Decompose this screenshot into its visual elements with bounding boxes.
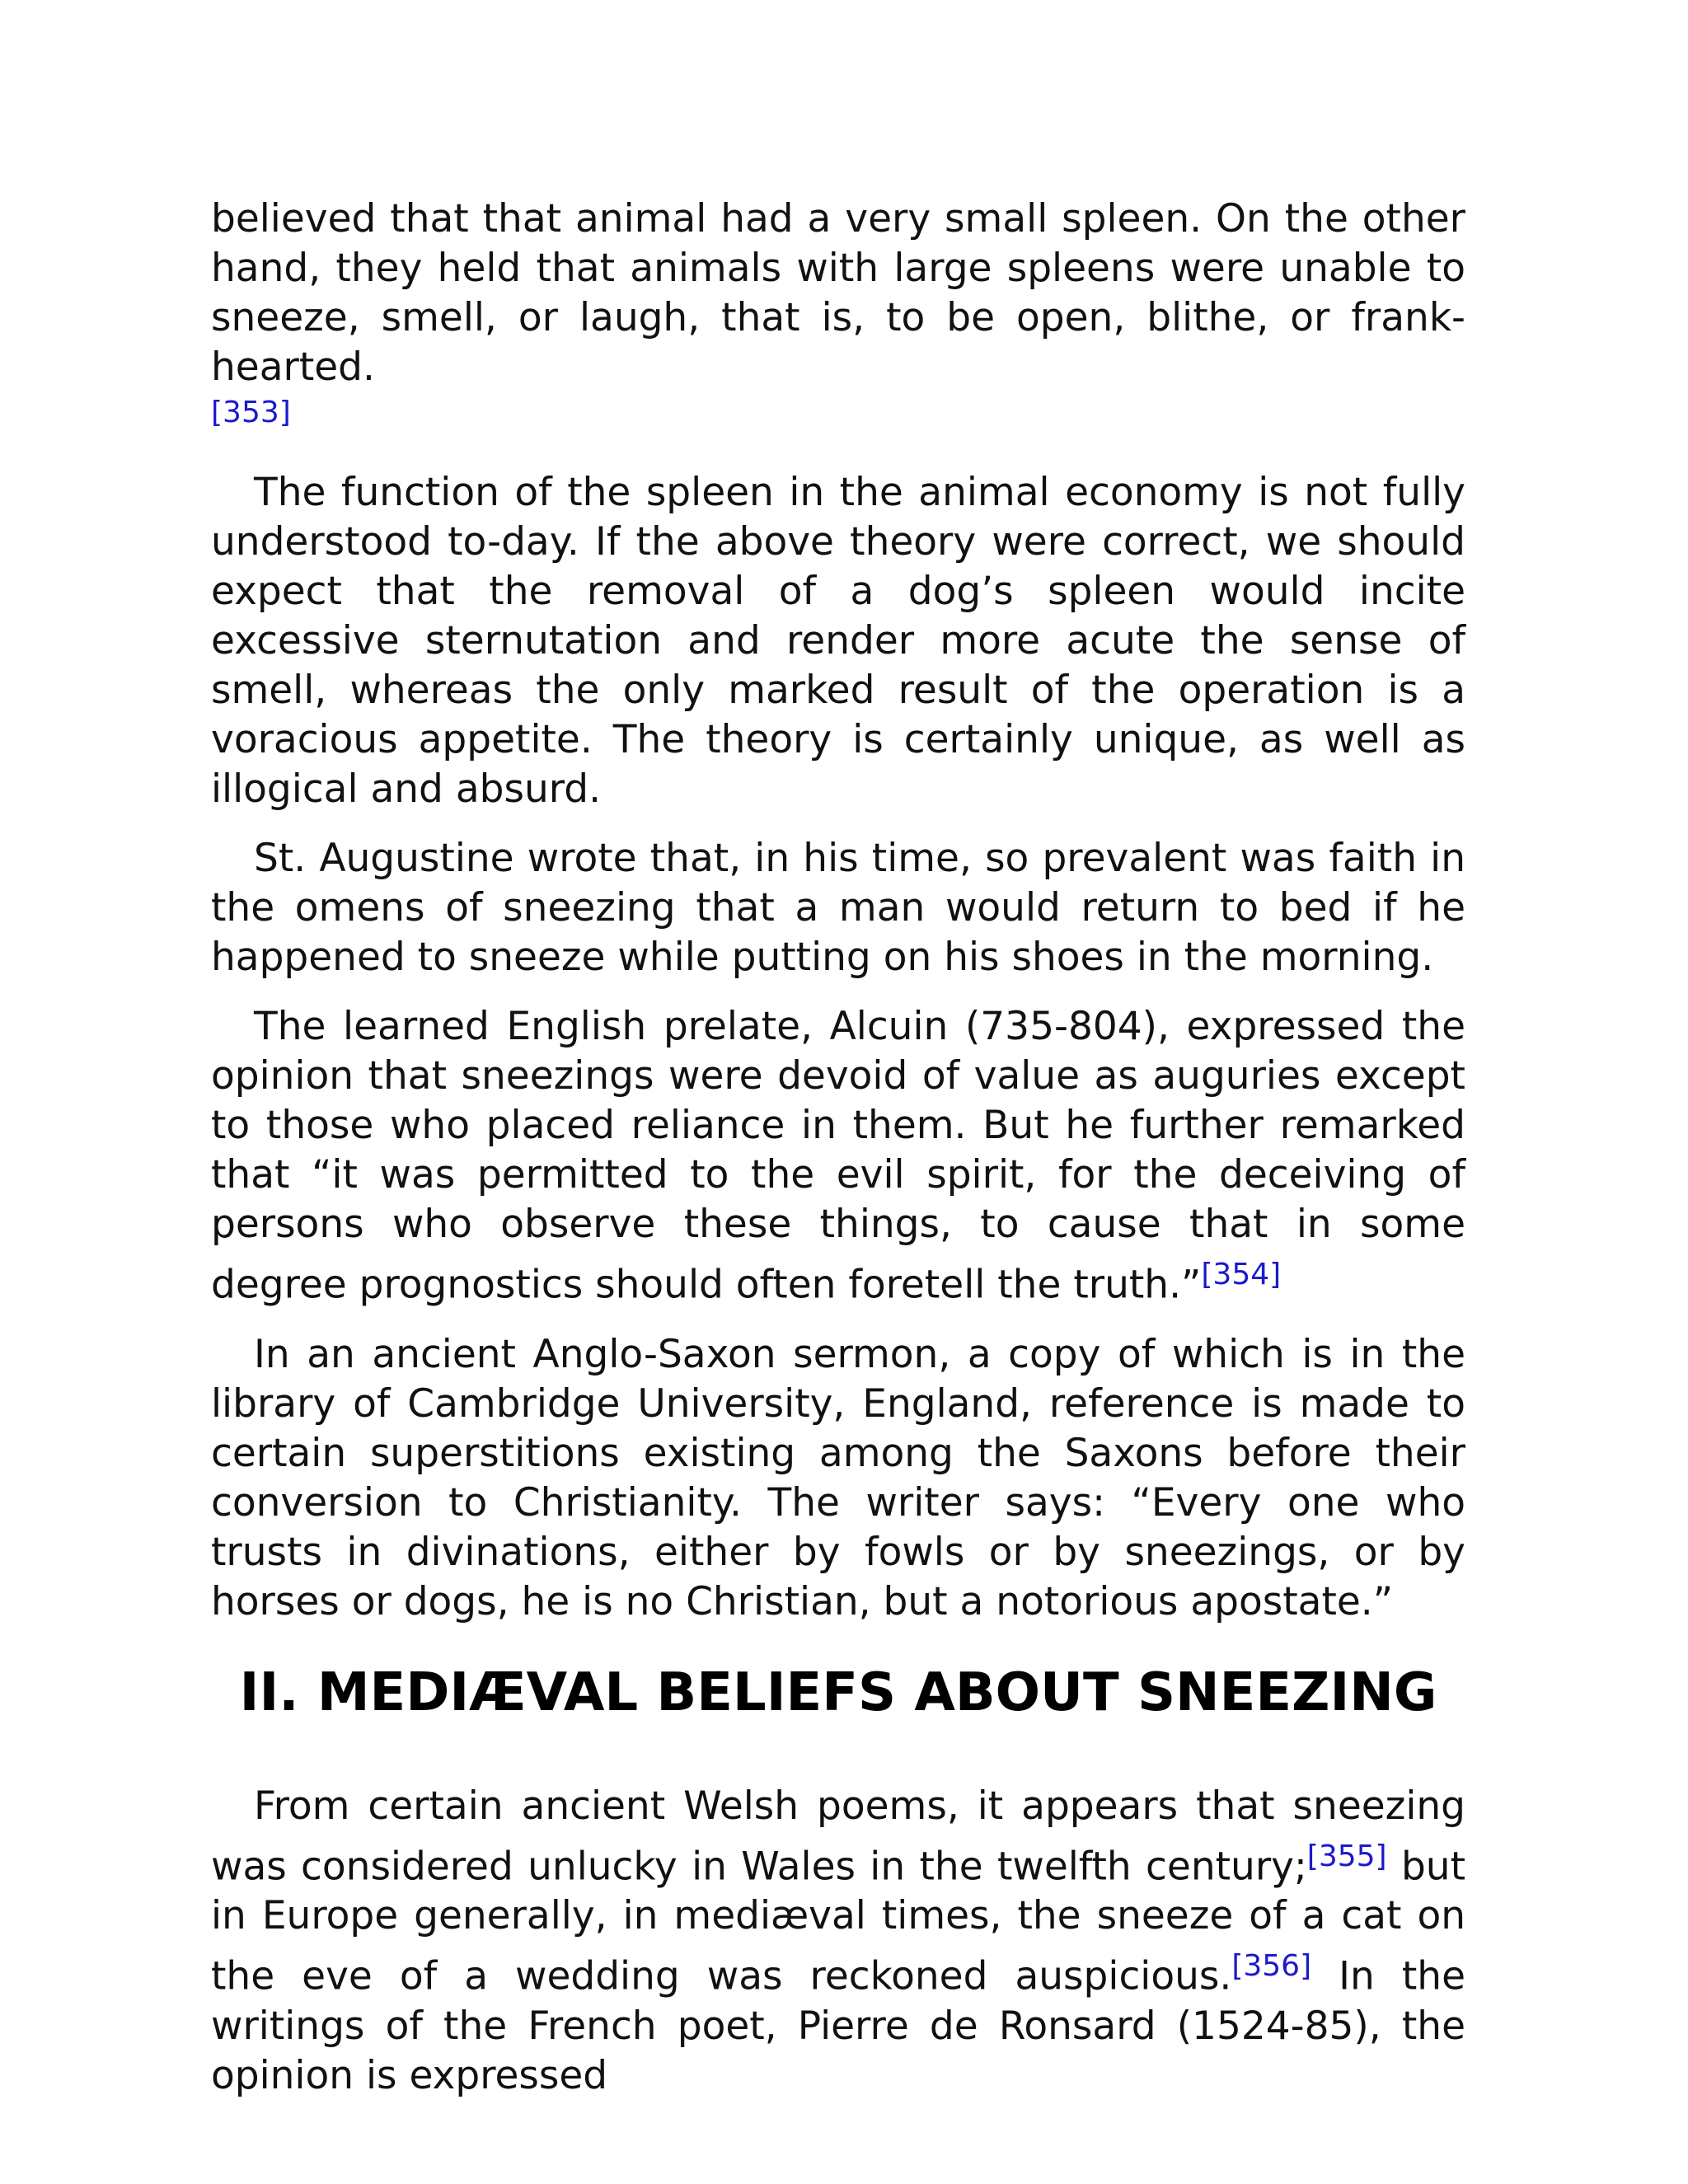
document-page: [211, 194, 1465, 2121]
paragraph-spleen-belief: [211, 194, 1465, 434]
paragraph-text: St. Augustine wrote that, in his time, so prevalent was faith in the omens of sneezing that a man would return to bed if he happened to sneeze while putting on his shoes in the morning.: [211, 836, 1465, 980]
footnote-link-355[interactable]: [355]: [1306, 1839, 1387, 1873]
paragraph-welsh-poems: [211, 1782, 1465, 2101]
paragraph-text-a: From certain ancient Welsh poems, it appears that sneezing was considered unlucky in Wales in the twelfth century;: [211, 1783, 1465, 1890]
paragraph-text-b: but in Europe generally, in mediæval times, the sneeze of a cat on the eve of a wedding was reckoned auspicious.: [211, 1844, 1465, 1999]
paragraph-text-c: In the writings of the French poet, Pierre de Ronsard (1524-85), the opinion is expressed: [211, 1953, 1465, 2098]
paragraph-anglo-saxon-sermon: [211, 1330, 1465, 1627]
paragraph-st-augustine: [211, 834, 1465, 982]
paragraph-text: The function of the spleen in the animal economy is not fully understood to-day. If the above theory were correct, we should expect that the removal of a dog’s spleen would incite excessive sternutation and render more acute the sense of smell, whereas the only marked result of the operation is a voracious appetite. The theory is certainly unique, as well as illogical and absurd.: [211, 470, 1465, 812]
footnote-link-354[interactable]: [354]: [1201, 1258, 1282, 1291]
footnote-link-353[interactable]: [353]: [211, 396, 291, 429]
paragraph-alcuin: [211, 1002, 1465, 1310]
footnote-link-356[interactable]: [356]: [1231, 1949, 1312, 1984]
paragraph-text: believed that that animal had a very small spleen. On the other hand, they held that animals with large spleens were unable to sneeze, smell, or laugh, that is, to be open, blithe, or frank-hearted.: [211, 196, 1465, 390]
paragraph-text: The learned English prelate, Alcuin (735-804), expressed the opinion that sneezings were devoid of value as auguries except to those who placed reliance in them. But he further remarked that “it was permitted to the evil spirit, for the deceiving of persons who observe these things, to cause that in some degree prognostics should often foretell the truth.”: [211, 1004, 1465, 1308]
paragraph-text: In an ancient Anglo-Saxon sermon, a copy of which is in the library of Cambridge University, England, reference is made to certain superstitions existing among the Saxons before their conversion to Christianity. The writer says: “Every one who trusts in divinations, either by fowls or by sneezings, or by horses or dogs, he is no Christian, but a notorious apostate.”: [211, 1331, 1465, 1624]
paragraph-spleen-function: [211, 468, 1465, 814]
section-heading: II. MEDIÆVAL BELIEFS ABOUT SNEEZING: [239, 1661, 1437, 1723]
